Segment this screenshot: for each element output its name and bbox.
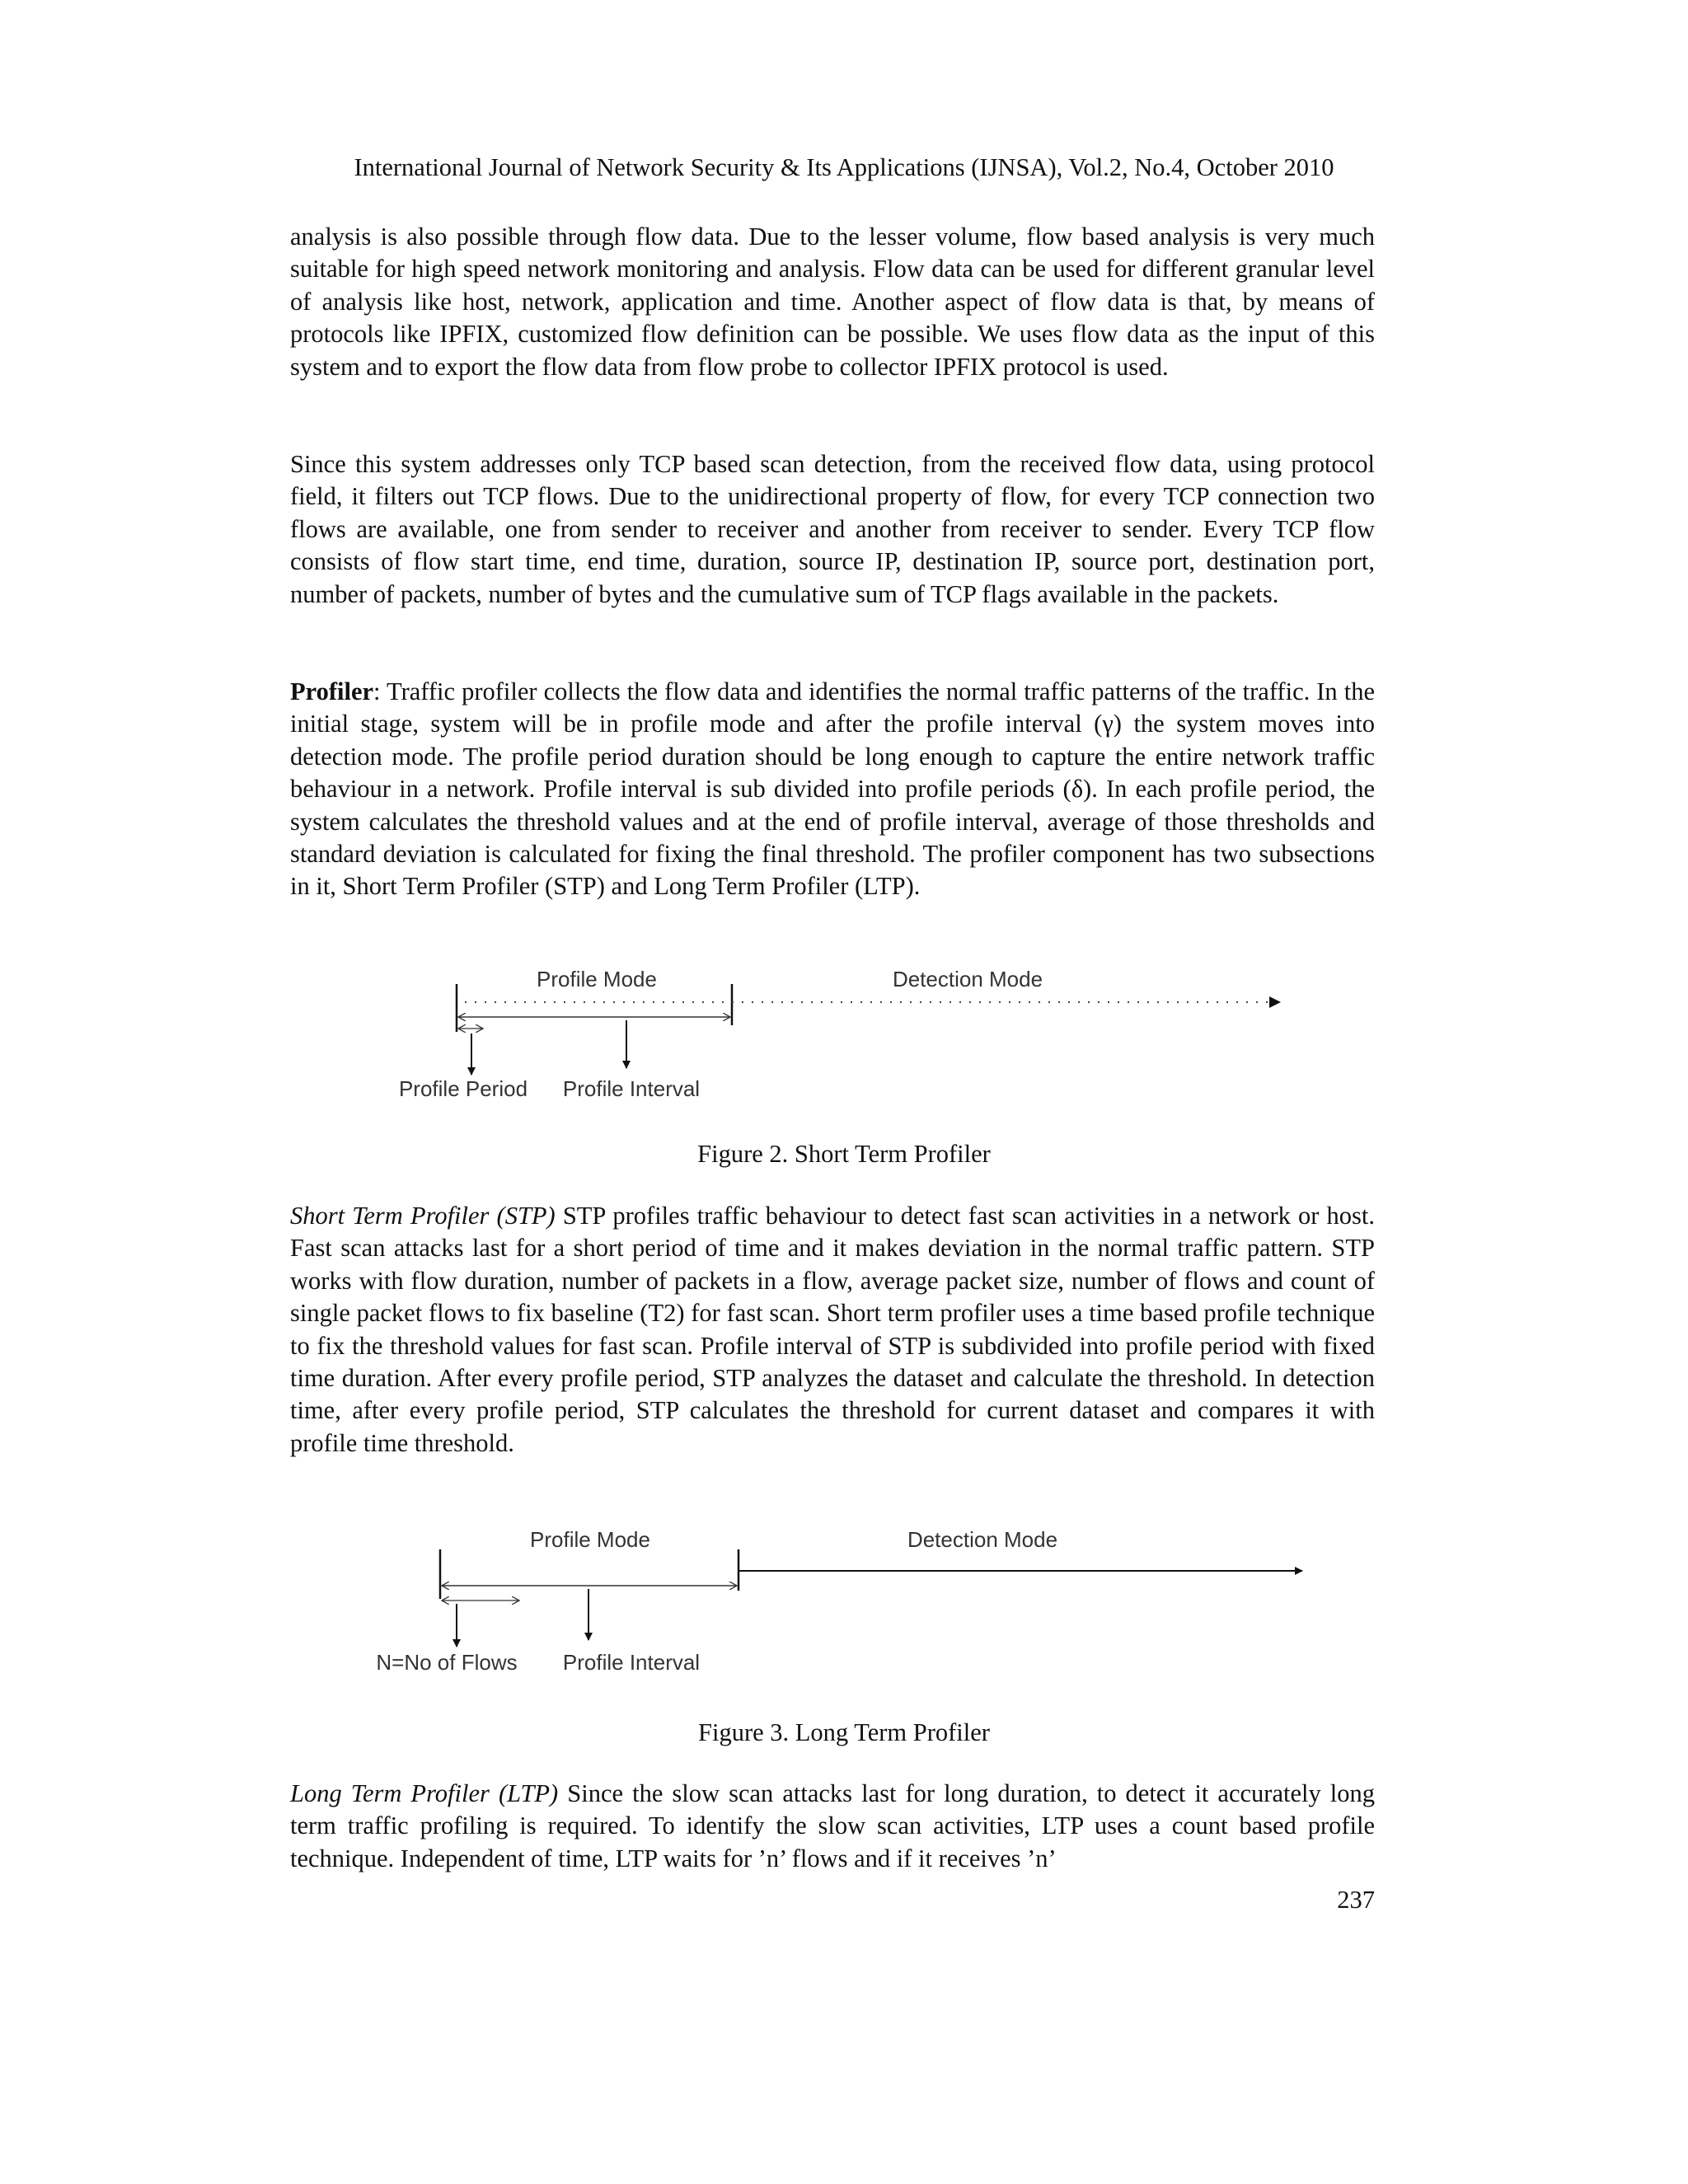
figure-3-caption: Figure 3. Long Term Profiler xyxy=(698,1718,990,1746)
paragraph-profiler xyxy=(290,676,1375,903)
profiler-description: : Traffic profiler collects the flow data and identifies the normal traffic patterns of the traffic. In the initial stage, system will be in profile mode and after the profile interval (γ) the system moves into detection mode. The profile period duration should be long enough to capture the entire network traffic behaviour in a network. Profile interval is sub divided into profile periods (δ). In each profile period, the system calculates the threshold values and at the end of profile interval, average of those thresholds and standard deviation is calculated for fixing the final threshold. The profiler component has two subsections in it, Short Term Profiler (STP) and Long Term Profiler (LTP). xyxy=(290,677,1375,901)
ltp-term: Long Term Profiler (LTP) xyxy=(290,1779,559,1807)
fig3-detection-mode-label: Detection Mode xyxy=(907,1527,1058,1552)
journal-header: International Journal of Network Security & Its Applications (IJNSA), Vol.2, No.4, October 2010 xyxy=(354,153,1334,181)
figure-long-term-profiler xyxy=(363,1525,1335,1690)
paragraph-tcp-flows: Since this system addresses only TCP based scan detection, from the received flow data, using protocol field, it filters out TCP flows. Due to the unidirectional property of flow, for every TCP connection two flows are available, one from sender to receiver and another from receiver to sender. Every TCP flow consists of flow start time, end time, duration, source IP, destination IP, source port, destination port, number of packets, number of bytes and the cumulative sum of TCP flags available in the packets. xyxy=(290,450,1375,608)
paragraph-ltp xyxy=(290,1778,1375,1875)
figure-short-term-profiler xyxy=(396,956,1319,1121)
fig2-timeline-arrowhead xyxy=(1269,996,1281,1008)
fig2-profile-interval-label: Profile Interval xyxy=(562,1076,701,1101)
figure-2-caption: Figure 2. Short Term Profiler xyxy=(697,1140,991,1168)
paragraph-stp xyxy=(290,1200,1375,1460)
fig3-profile-interval-label: Profile Interval xyxy=(562,1650,701,1675)
profiler-term: Profiler xyxy=(290,677,374,705)
fig3-profile-mode-label: Profile Mode xyxy=(530,1527,650,1552)
fig2-detection-mode-label: Detection Mode xyxy=(892,967,1043,991)
fig2-profile-period-label: Profile Period xyxy=(398,1076,528,1101)
paragraph-flow-data: analysis is also possible through flow data. Due to the lesser volume, flow based analysis is very much suitable for high speed network monitoring and analysis. Flow data can be used for different granular level of analysis like host, network, application and time. Another aspect of flow data is that, by means of protocols like IPFIX, customized flow definition can be possible. We uses flow data as the input of this system and to export the flow data from flow probe to collector IPFIX protocol is used. xyxy=(290,223,1375,381)
page-number: 237 xyxy=(1337,1886,1375,1914)
fig2-profile-mode-label: Profile Mode xyxy=(537,967,657,991)
stp-description: STP profiles traffic behaviour to detect fast scan activities in a network or host. Fast scan attacks last for a short period of time and it makes deviation in the normal traffic pattern. STP works with flow duration, number of packets in a flow, average packet size, number of flows and count of single packet flows to fix baseline (T2) for fast scan. Short term profiler uses a time based profile technique to fix the threshold values for fast scan. Profile interval of STP is subdivided into profile period with fixed time duration. After every profile period, STP analyzes the dataset and calculate the threshold. In detection time, after every profile period, STP calculates the threshold for current dataset and compares it with profile time threshold. xyxy=(290,1202,1376,1457)
fig3-no-of-flows-label: N=No of Flows xyxy=(376,1650,518,1675)
ltp-description: Since the slow scan attacks last for long duration, to detect it accurately long term traffic profiling is required. To identify the slow scan activities, LTP uses a count based profile technique. Independent of time, LTP waits for ’n’ flows and if it receives ’n’ xyxy=(290,1779,1375,1872)
stp-term: Short Term Profiler (STP) xyxy=(290,1202,556,1230)
